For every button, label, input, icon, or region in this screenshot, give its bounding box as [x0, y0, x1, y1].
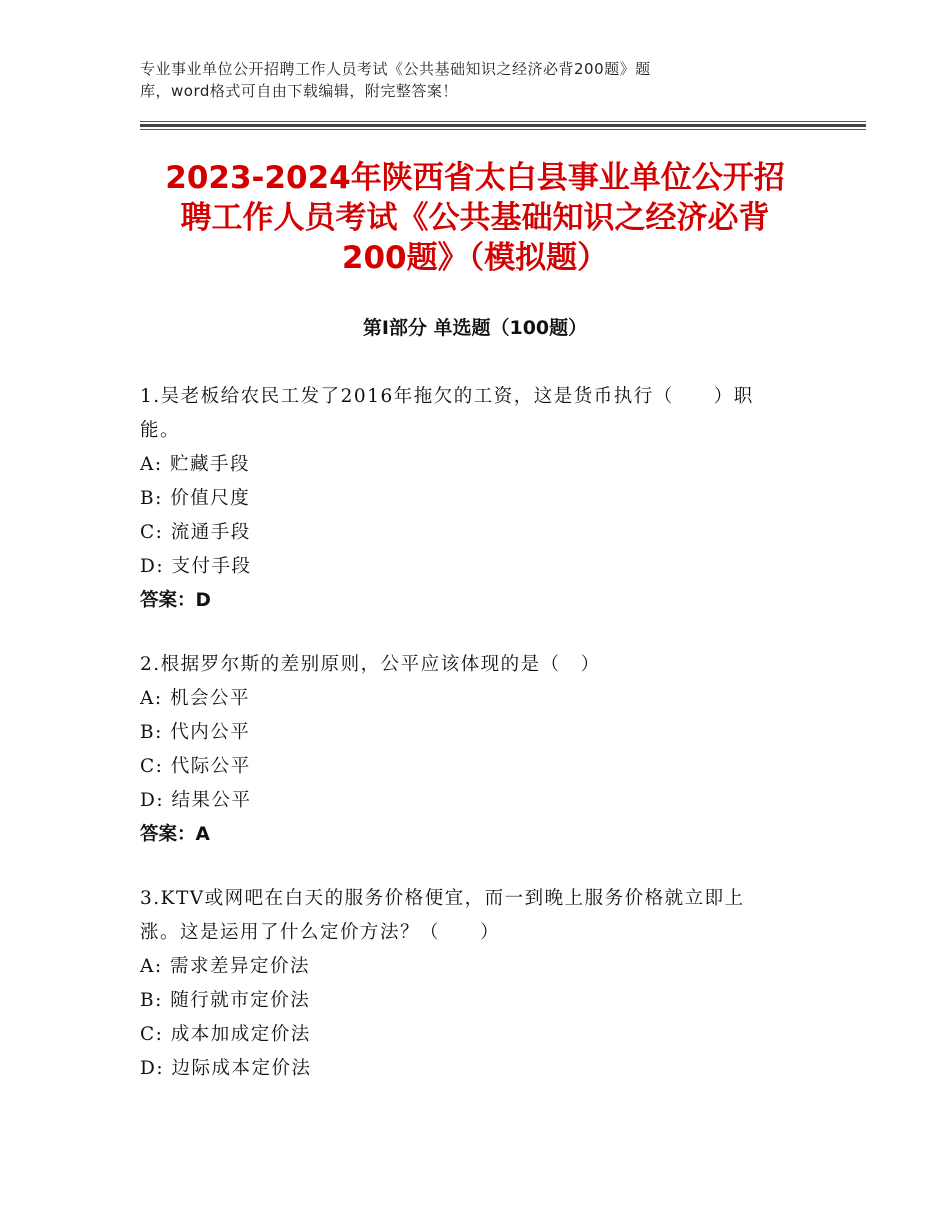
option-d: D: 边际成本定价法	[140, 1058, 312, 1079]
question-list	[140, 380, 800, 1116]
question-text-line-2: 能。	[140, 420, 181, 441]
document-title-line-2: 聘工作人员考试《公共基础知识之经济必背	[180, 200, 770, 236]
question-text-line-1: 3.KTV或网吧在白天的服务价格便宜，而一到晚上服务价格就立即上	[140, 888, 745, 909]
option-a: A: 贮藏手段	[140, 454, 250, 475]
option-c: C: 代际公平	[140, 756, 251, 777]
option-d: D: 支付手段	[140, 556, 252, 577]
option-c: C: 成本加成定价法	[140, 1024, 311, 1045]
question-1	[140, 380, 800, 618]
question-2	[140, 648, 800, 852]
answer-label: 答案：	[140, 824, 196, 845]
question-text	[140, 882, 800, 950]
question-3	[140, 882, 800, 1086]
question-text-line-1: 2.根据罗尔斯的差别原则，公平应该体现的是（ ）	[140, 654, 601, 675]
question-text	[140, 648, 800, 682]
option-b: B: 随行就市定价法	[140, 990, 311, 1011]
option-c: C: 流通手段	[140, 522, 251, 543]
question-text	[140, 380, 800, 448]
header-divider-thick	[140, 124, 866, 127]
document-title-line-3: 200题》（模拟题）	[341, 240, 609, 276]
answer-value: A	[195, 824, 210, 845]
option-b: B: 代内公平	[140, 722, 251, 743]
answer	[140, 818, 800, 852]
answer-label: 答案：	[140, 590, 196, 611]
header-divider-top	[140, 121, 866, 122]
document-title	[120, 158, 830, 278]
document-header-note	[140, 58, 780, 102]
option-a: A: 需求差异定价法	[140, 956, 310, 977]
question-text-line-1: 1.吴老板给农民工发了2016年拖欠的工资，这是货币执行（ ）职	[140, 386, 754, 407]
header-note-line-2: 库，word格式可自由下载编辑，附完整答案！	[140, 82, 458, 100]
document-title-line-1: 2023-2024年陕西省太白县事业单位公开招	[165, 160, 785, 196]
question-text-line-2: 涨。这是运用了什么定价方法？（ ）	[140, 922, 501, 943]
answer	[140, 584, 800, 618]
header-divider-bottom	[140, 129, 866, 130]
header-note-line-1: 专业事业单位公开招聘工作人员考试《公共基础知识之经济必背200题》题	[140, 60, 651, 78]
option-b: B: 价值尺度	[140, 488, 251, 509]
answer-value: D	[195, 590, 211, 611]
option-d: D: 结果公平	[140, 790, 252, 811]
option-a: A: 机会公平	[140, 688, 250, 709]
section-title: 第Ⅰ部分 单选题（100题）	[362, 317, 588, 339]
